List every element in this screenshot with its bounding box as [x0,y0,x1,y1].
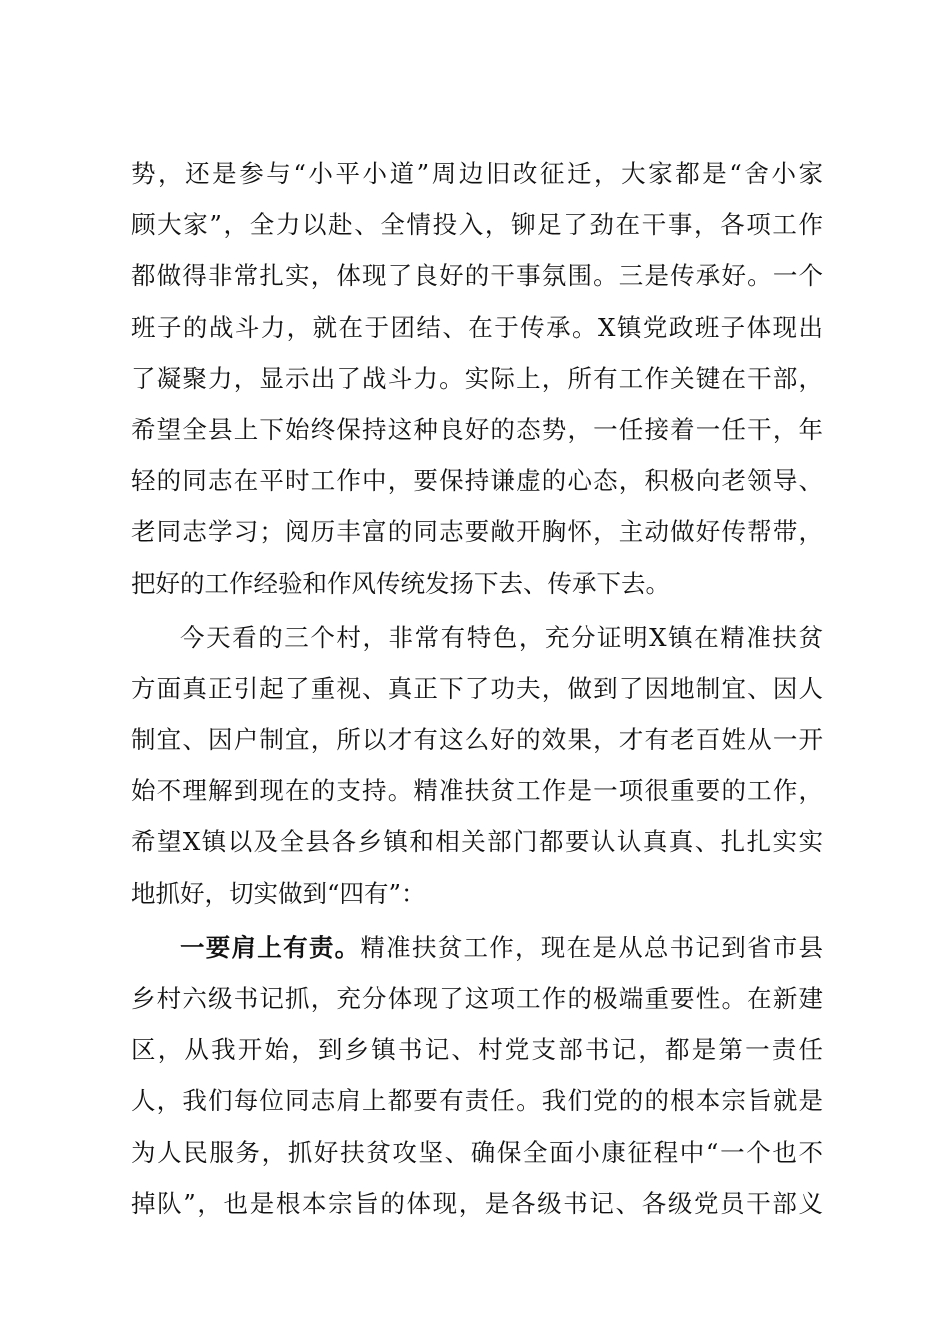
document-body [131,148,823,1229]
text-line: 了凝聚力，显示出了战斗力。实际上，所有工作关键在干部， [131,363,823,393]
text-line: 希望X镇以及全县各乡镇和相关部门都要认认真真、扎扎实实 [131,827,823,857]
text-line: 方面真正引起了重视、真正下了功夫，做到了因地制宜、因人 [131,673,823,703]
text-line [131,922,823,973]
text-line: 始不理解到现在的支持。精准扶贫工作是一项很重要的工作， [131,776,823,806]
paragraph-1 [131,148,823,609]
text-line: 势，还是参与“小平小道”周边旧改征迁，大家都是“舍小家 [131,159,823,188]
text-line: 区，从我开始，到乡镇书记、村党支部书记，都是第一责任 [131,1035,823,1065]
text-line: 掉队”，也是根本宗旨的体现，是各级书记、各级党员干部义 [131,1188,823,1218]
text-line: 制宜、因户制宜，所以才有这么好的效果，才有老百姓从一开 [131,725,823,755]
text-line: 轻的同志在平时工作中，要保持谦虚的心态，积极向老领导、 [131,466,823,496]
text-line: 都做得非常扎实，体现了良好的干事氛围。三是传承好。一个 [131,261,823,291]
section-heading: 一要肩上有责。 [180,932,361,962]
text-line: 人，我们每位同志肩上都要有责任。我们党的的根本宗旨就是 [131,1086,823,1116]
paragraph-2 [131,612,823,919]
text-run: 精准扶贫工作，现在是从总书记到省市县 [360,932,823,962]
text-line: 班子的战斗力，就在于团结、在于传承。X镇党政班子体现出 [131,312,823,342]
text-line: 顾大家”，全力以赴、全情投入，铆足了劲在干事，各项工作 [131,210,823,240]
text-line: 地抓好，切实做到“四有”： [131,878,426,908]
text-line: 今天看的三个村，非常有特色，充分证明X镇在精准扶贫 [180,622,823,652]
text-line: 希望全县上下始终保持这种良好的态势，一任接着一任干，年 [131,414,823,444]
paragraph-3 [131,922,823,1229]
text-line: 乡村六级书记抓，充分体现了这项工作的极端重要性。在新建 [131,984,823,1013]
text-line: 为人民服务，抓好扶贫攻坚、确保全面小康征程中“一个也不 [131,1137,823,1167]
text-line: 老同志学习；阅历丰富的同志要敞开胸怀，主动做好传帮带， [131,517,823,547]
text-line: 把好的工作经验和作风传统发扬下去、传承下去。 [131,568,670,598]
